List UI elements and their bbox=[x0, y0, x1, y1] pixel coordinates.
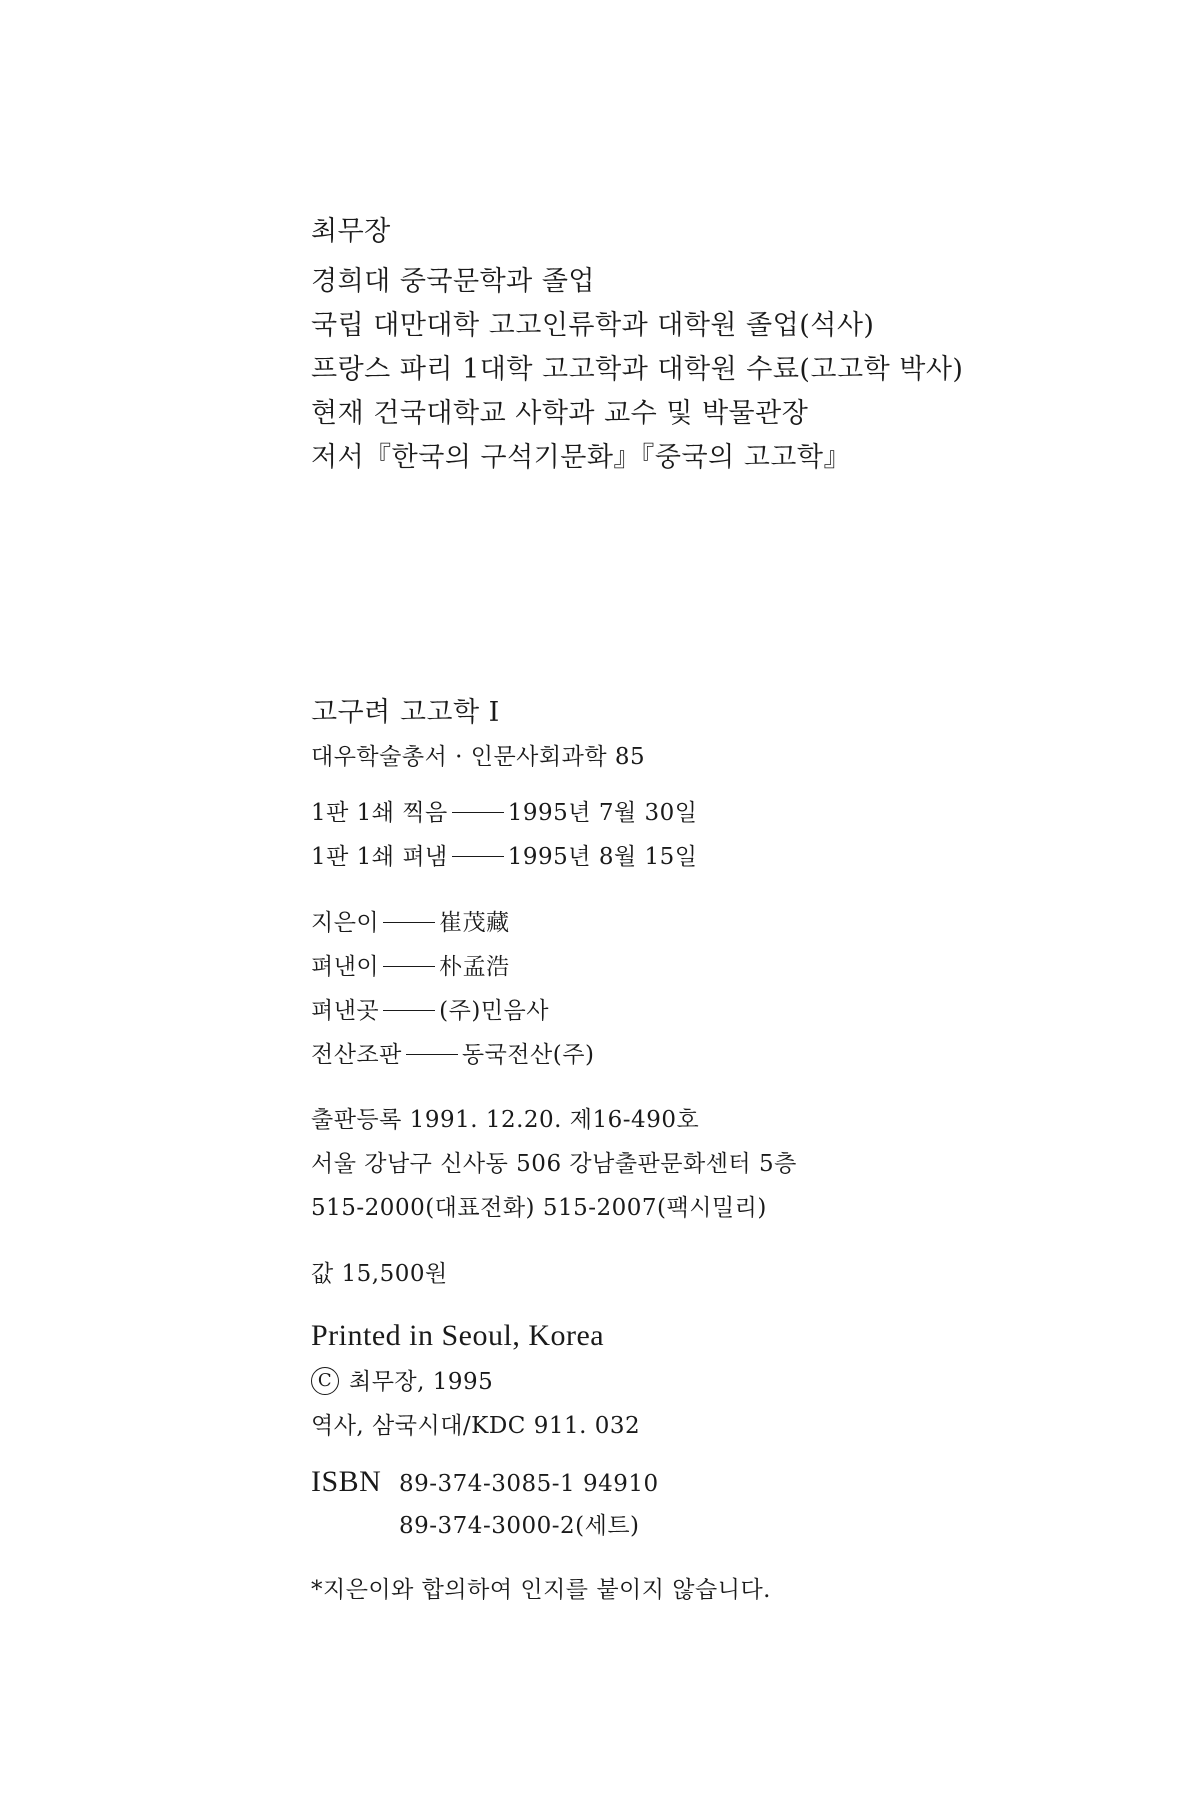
printing-value: 1995년 7월 30일 bbox=[507, 800, 698, 826]
credit-label: 전산조판 bbox=[311, 1042, 402, 1068]
credit-value: 崔茂藏 bbox=[439, 910, 510, 936]
book-title: 고구려 고고학 Ⅰ bbox=[311, 697, 500, 728]
registration-line: 출판등록 1991. 12.20. 제16-490호 bbox=[311, 1107, 700, 1133]
series-name: 대우학술총서 · 인문사회과학 85 bbox=[311, 744, 646, 770]
isbn-value: 89-374-3085-1 94910 bbox=[399, 1471, 659, 1497]
isbn-line bbox=[311, 1464, 659, 1502]
copyright-icon: C bbox=[311, 1367, 339, 1395]
isbn-set-line: 89-374-3000-2(세트) bbox=[399, 1513, 640, 1539]
publishing-house-credit bbox=[311, 993, 549, 1029]
dash-separator bbox=[406, 1054, 458, 1055]
publisher-credit bbox=[311, 949, 510, 985]
printing-value: 1995년 8월 15일 bbox=[507, 844, 698, 870]
copyright-text: 최무장, 1995 bbox=[349, 1369, 494, 1395]
dash-separator bbox=[383, 922, 435, 923]
phone-line: 515-2000(대표전화) 515-2007(팩시밀리) bbox=[311, 1195, 767, 1221]
printed-in-line: Printed in Seoul, Korea bbox=[311, 1319, 605, 1352]
address-line: 서울 강남구 신사동 506 강남출판문화센터 5층 bbox=[311, 1151, 797, 1177]
publishing-date-line bbox=[311, 839, 697, 875]
author-name: 최무장 bbox=[311, 216, 391, 247]
credit-label: 펴낸이 bbox=[311, 954, 380, 980]
bio-line: 현재 건국대학교 사학과 교수 및 박물관장 bbox=[311, 398, 809, 429]
bio-line: 프랑스 파리 1대학 고고학과 대학원 수료(고고학 박사) bbox=[311, 354, 964, 385]
credit-value: (주)민음사 bbox=[439, 998, 549, 1024]
credit-value: 朴孟浩 bbox=[439, 954, 510, 980]
credit-value: 동국전산(주) bbox=[461, 1042, 595, 1068]
printing-label: 1판 1쇄 찍음 bbox=[311, 800, 448, 826]
copyright-line bbox=[311, 1364, 493, 1400]
isbn-label: ISBN bbox=[311, 1465, 382, 1498]
credit-label: 펴낸곳 bbox=[311, 998, 380, 1024]
credit-label: 지은이 bbox=[311, 910, 380, 936]
printing-label: 1판 1쇄 펴냄 bbox=[311, 844, 448, 870]
dash-separator bbox=[452, 812, 504, 813]
printing-date-line bbox=[311, 795, 697, 831]
bio-line: 경희대 중국문학과 졸업 bbox=[311, 266, 595, 297]
dash-separator bbox=[452, 856, 504, 857]
classification-line: 역사, 삼국시대/KDC 911. 032 bbox=[311, 1413, 641, 1439]
note-line: *지은이와 합의하여 인지를 붙이지 않습니다. bbox=[311, 1577, 771, 1603]
dash-separator bbox=[383, 1010, 435, 1011]
price-line: 값 15,500원 bbox=[311, 1261, 448, 1287]
bio-line: 저서『한국의 구석기문화』『중국의 고고학』 bbox=[311, 442, 851, 473]
dash-separator bbox=[383, 966, 435, 967]
bio-line: 국립 대만대학 고고인류학과 대학원 졸업(석사) bbox=[311, 310, 875, 341]
typesetting-credit bbox=[311, 1037, 594, 1073]
author-credit bbox=[311, 905, 510, 941]
